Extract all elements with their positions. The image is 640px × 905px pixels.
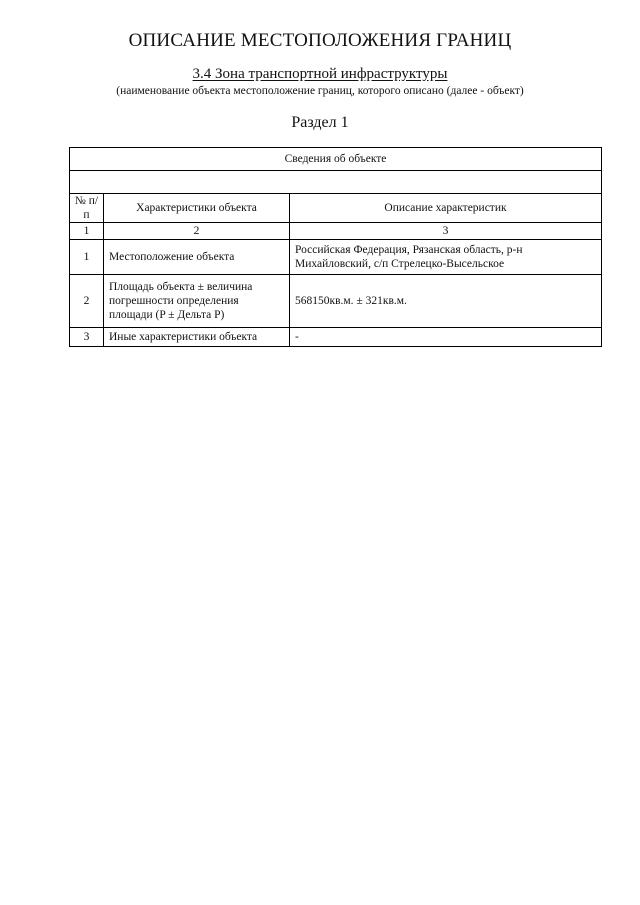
- row-description: 568150кв.м. ± 321кв.м.: [290, 275, 602, 328]
- table-empty-row: [70, 171, 602, 194]
- object-info-table: [69, 147, 602, 347]
- row-characteristic: Площадь объекта ± величина погрешности определения площади (P ± Дельта P): [104, 275, 290, 328]
- row-num: 3: [70, 328, 104, 347]
- header-num: № п/п: [70, 194, 104, 223]
- row-num: 2: [70, 275, 104, 328]
- header-characteristics: Характеристики объекта: [104, 194, 290, 223]
- numbering-cell: 1: [70, 223, 104, 240]
- header-description: Описание характеристик: [290, 194, 602, 223]
- table-caption: Сведения об объекте: [70, 148, 602, 171]
- table-row: [70, 328, 602, 347]
- row-num: 1: [70, 240, 104, 275]
- object-name-text: 3.4 Зона транспортной инфраструктуры: [192, 66, 448, 82]
- object-name: [0, 66, 640, 83]
- table-row: [70, 275, 602, 328]
- row-characteristic: Иные характеристики объекта: [104, 328, 290, 347]
- table-empty-cell: [70, 171, 602, 194]
- object-name-note: (наименование объекта местоположение границ, которого описано (далее - объект): [116, 85, 524, 97]
- document-title: ОПИСАНИЕ МЕСТОПОЛОЖЕНИЯ ГРАНИЦ: [128, 30, 512, 51]
- table-numbering-row: [70, 223, 602, 240]
- numbering-cell: 2: [104, 223, 290, 240]
- table-header-row: [70, 194, 602, 223]
- row-description: -: [290, 328, 602, 347]
- section-title: Раздел 1: [291, 114, 349, 131]
- table-caption-row: [70, 148, 602, 171]
- numbering-cell: 3: [290, 223, 602, 240]
- row-description: Российская Федерация, Рязанская область, р-н Михайловский, с/п Стрелецко-Высельское: [290, 240, 602, 275]
- table-row: [70, 240, 602, 275]
- row-characteristic: Местоположение объекта: [104, 240, 290, 275]
